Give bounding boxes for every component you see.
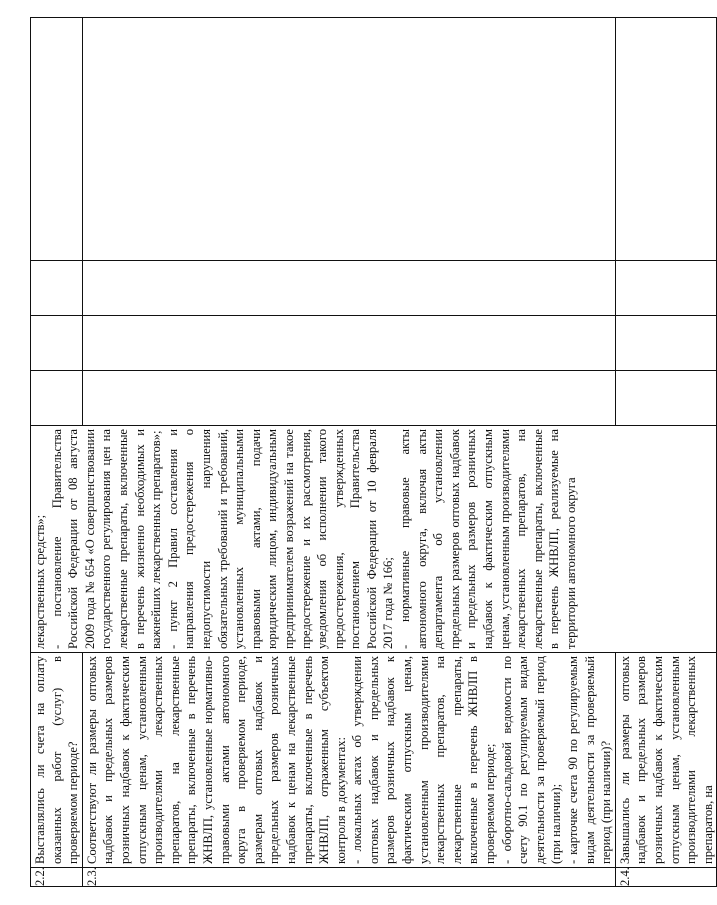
row-number: 2.4. — [615, 868, 717, 887]
answer-no-cell — [82, 316, 615, 371]
answer-yes-cell — [82, 371, 615, 426]
answer-na-cell — [82, 261, 615, 316]
legal-paragraph: - постановление Правительства Российской Федерации от 08 августа 2009 года № 654 «О совершенствовании государственного регулирования цен на лекарственные препараты, включенные в перечень жизненно необходимых и важнейших лекарственных препаратов»; — [49, 429, 164, 649]
notes-cell — [82, 18, 615, 261]
answer-yes-cell — [615, 371, 717, 426]
answer-na-cell — [31, 261, 83, 316]
rotated-checklist — [30, 17, 715, 887]
notes-cell — [615, 18, 717, 261]
answer-na-cell — [615, 261, 717, 316]
question-paragraph: - оборотно-сальдовой ведомости по счету 90.1 по регулируемым видам деятельности за проверяемый период (при наличии); — [499, 656, 564, 864]
notes-cell — [31, 18, 83, 261]
question-paragraph: - карточке счета 90 по регулируемым видам деятельности за проверяемый период (при наличии)? — [566, 656, 614, 864]
answer-no-cell — [615, 316, 717, 371]
question-paragraph: Соответствуют ли размеры оптовых надбавок и предельных размеров розничных надбавок к фактическим отпускным ценам, установленным производителями лекарственных препаратов, на лекарственные препараты, включенные в перечень ЖНВЛП, установленные нормативно-правовыми актами автономного округа в проверяемом периоде, размерам оптовых надбавок и предельных размеров розничных надбавок к ценам на лекарственные препараты, включенные в перечень ЖНВЛП, отраженным субъектом контроля в документах: — [84, 656, 348, 864]
question-paragraph: - локальных актах об утверждении оптовых надбавок и предельных размеров розничных надбавок к фактическим отпускным ценам, установленным производителями лекарственных препаратов, на лекарственные препараты, включенные в перечень ЖНВЛП в проверяемом периоде; — [350, 656, 498, 864]
question-text: Завышались ли размеры оптовых надбавок и предельных размеров розничных надбавок к фактическим отпускным ценам, установленным производителями лекарственных препаратов, на — [617, 656, 715, 864]
row-number: 2.3. — [82, 868, 615, 887]
question-cell — [31, 653, 83, 868]
legal-paragraph: - нормативные правовые акты автономного округа, включая акты департамента об установлении предельных размеров оптовых надбавок и предельных размеров розничных надбавок к фактическим отпускным ценам, установленным производителями лекарственных препаратов, на лекарственные препараты, включенные в перечень ЖНВЛП, реализуемые на территории автономного округа — [398, 429, 578, 649]
table-row — [31, 18, 83, 887]
question-cell — [615, 653, 717, 868]
question-cell — [82, 653, 615, 868]
checklist-table — [30, 17, 717, 887]
legal-paragraph: лекарственных средств»; — [33, 514, 47, 649]
legal-paragraph: - пункт 2 Правил составления и направления предостережения о недопустимости нарушения обязательных требований и требований, установленных муниципальными правовыми актами, подачи юридическим лицом, индивидуальным предпринимателем возражений на такое предостережение и их рассмотрения, уведомления об исполнении такого предостережения, утвержденных постановлением Правительства Российской Федерации от 10 февраля 2017 года № 166; — [165, 429, 396, 649]
question-text: Выставлялись ли счета на оплату оказанных работ (услуг) в проверяемом периоде? — [33, 656, 81, 864]
legal-basis-cell — [31, 426, 717, 653]
answer-no-cell — [31, 316, 83, 371]
answer-yes-cell — [31, 371, 83, 426]
row-number: 2.2. — [31, 868, 83, 887]
